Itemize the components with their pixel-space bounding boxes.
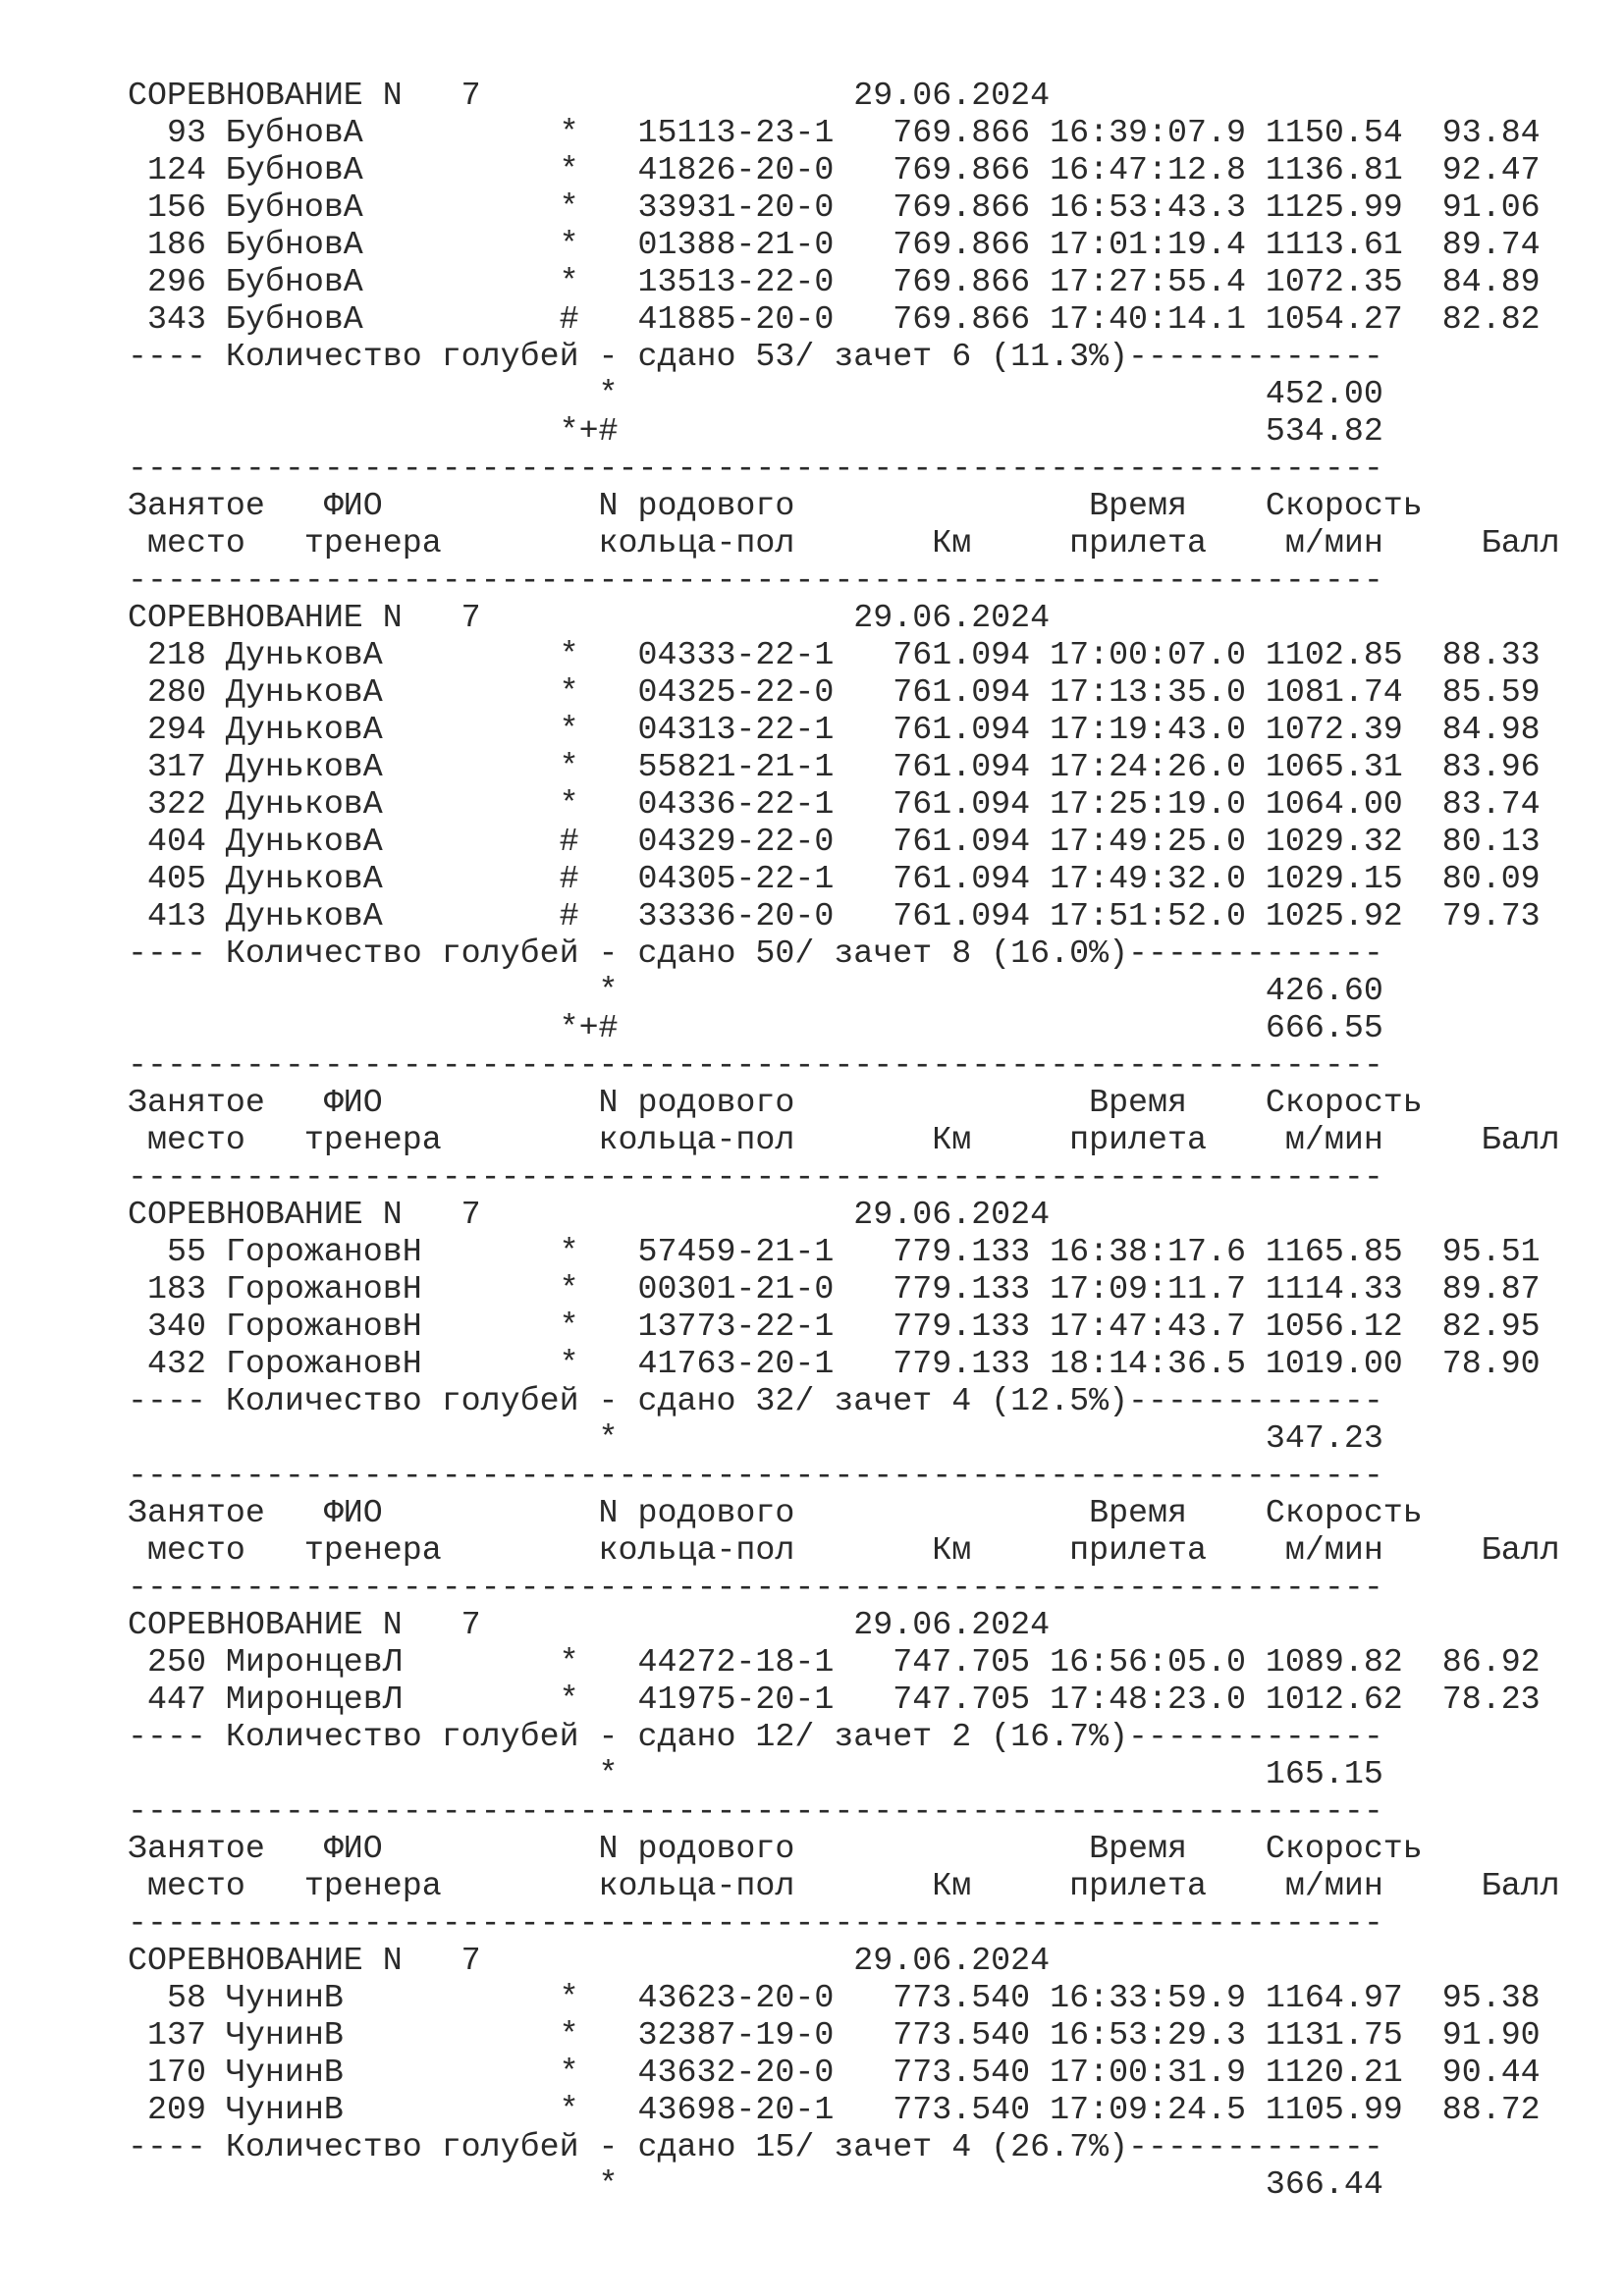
column-header-line-2: место тренера кольца-пол Км прилета м/мин Балл [128, 1531, 1560, 1569]
result-row: 55 ГорожановН * 57459-21-1 779.133 16:38:17.6 1165.85 95.51 [128, 1233, 1541, 1270]
summary-line: ---- Количество голубей - сдано 50/ зачет 8 (16.0%)------------- [128, 934, 1383, 972]
result-row: 404 ДуньковA # 04329-22-0 761.094 17:49:25.0 1029.32 80.13 [128, 823, 1541, 860]
result-row: 405 ДуньковA # 04305-22-1 761.094 17:49:32.0 1029.15 80.09 [128, 860, 1541, 897]
result-row: 296 БубновA * 13513-22-0 769.866 17:27:55.4 1072.35 84.89 [128, 263, 1541, 300]
column-header-line-2: место тренера кольца-пол Км прилета м/мин Балл [128, 1867, 1560, 1904]
divider: ---------------------------------------------------------------- [128, 1569, 1383, 1606]
result-row: 432 ГорожановН * 41763-20-1 779.133 18:14:36.5 1019.00 78.90 [128, 1345, 1541, 1382]
summary-line: ---- Количество голубей - сдано 53/ зачет 6 (11.3%)------------- [128, 338, 1383, 375]
result-row: 183 ГорожановН * 00301-21-0 779.133 17:09:11.7 1114.33 89.87 [128, 1270, 1541, 1308]
summary-line: ---- Количество голубей - сдано 15/ зачет 4 (26.7%)------------- [128, 2128, 1383, 2165]
column-header-line-1: Занятое ФИО N родового Время Скорость [128, 487, 1423, 524]
divider: ---------------------------------------------------------------- [128, 1792, 1383, 1830]
result-row: 137 ЧунинВ * 32387-19-0 773.540 16:53:29.3 1131.75 91.90 [128, 2016, 1541, 2054]
result-row: 322 ДуньковA * 04336-22-1 761.094 17:25:19.0 1064.00 83.74 [128, 785, 1541, 823]
competition-heading: СОРЕВНОВАНИЕ N 7 29.06.2024 [128, 77, 1051, 114]
result-row: 343 БубновA # 41885-20-0 769.866 17:40:14.1 1054.27 82.82 [128, 300, 1541, 338]
column-header-line-2: место тренера кольца-пол Км прилета м/мин Балл [128, 524, 1560, 561]
divider: ---------------------------------------------------------------- [128, 450, 1383, 487]
result-row: 218 ДуньковA * 04333-22-1 761.094 17:00:07.0 1102.85 88.33 [128, 636, 1541, 673]
column-header-line-2: место тренера кольца-пол Км прилета м/мин Балл [128, 1121, 1560, 1158]
total-line: * 347.23 [128, 1419, 1383, 1457]
divider: ---------------------------------------------------------------- [128, 1046, 1383, 1084]
result-row: 170 ЧунинВ * 43632-20-0 773.540 17:00:31.9 1120.21 90.44 [128, 2054, 1541, 2091]
total-line: * 452.00 [128, 375, 1383, 412]
results-printout [128, 77, 1561, 2203]
result-row: 280 ДуньковA * 04325-22-0 761.094 17:13:35.0 1081.74 85.59 [128, 673, 1541, 711]
column-header-line-1: Занятое ФИО N родового Время Скорость [128, 1830, 1423, 1867]
divider: ---------------------------------------------------------------- [128, 561, 1383, 599]
result-row: 447 МиронцевЛ * 41975-20-1 747.705 17:48:23.0 1012.62 78.23 [128, 1681, 1541, 1718]
competition-heading: СОРЕВНОВАНИЕ N 7 29.06.2024 [128, 1942, 1051, 1979]
result-row: 156 БубновA * 33931-20-0 769.866 16:53:43.3 1125.99 91.06 [128, 188, 1541, 226]
divider: ---------------------------------------------------------------- [128, 1158, 1383, 1196]
competition-heading: СОРЕВНОВАНИЕ N 7 29.06.2024 [128, 599, 1051, 636]
result-row: 294 ДуньковA * 04313-22-1 761.094 17:19:43.0 1072.39 84.98 [128, 711, 1541, 748]
result-row: 186 БубновA * 01388-21-0 769.866 17:01:19.4 1113.61 89.74 [128, 226, 1541, 263]
result-row: 317 ДуньковA * 55821-21-1 761.094 17:24:26.0 1065.31 83.96 [128, 748, 1541, 785]
result-row: 58 ЧунинВ * 43623-20-0 773.540 16:33:59.9 1164.97 95.38 [128, 1979, 1541, 2016]
column-header-line-1: Занятое ФИО N родового Время Скорость [128, 1494, 1423, 1531]
total-line: * 366.44 [128, 2165, 1383, 2203]
summary-line: ---- Количество голубей - сдано 32/ зачет 4 (12.5%)------------- [128, 1382, 1383, 1419]
total-line: *+# 534.82 [128, 412, 1383, 450]
result-row: 209 ЧунинВ * 43698-20-1 773.540 17:09:24.5 1105.99 88.72 [128, 2091, 1541, 2128]
result-row: 93 БубновA * 15113-23-1 769.866 16:39:07.9 1150.54 93.84 [128, 114, 1541, 151]
result-row: 413 ДуньковA # 33336-20-0 761.094 17:51:52.0 1025.92 79.73 [128, 897, 1541, 934]
total-line: * 426.60 [128, 972, 1383, 1009]
result-row: 340 ГорожановН * 13773-22-1 779.133 17:47:43.7 1056.12 82.95 [128, 1308, 1541, 1345]
total-line: * 165.15 [128, 1755, 1383, 1792]
total-line: *+# 666.55 [128, 1009, 1383, 1046]
result-row: 124 БубновA * 41826-20-0 769.866 16:47:12.8 1136.81 92.47 [128, 151, 1541, 188]
competition-heading: СОРЕВНОВАНИЕ N 7 29.06.2024 [128, 1606, 1051, 1643]
divider: ---------------------------------------------------------------- [128, 1904, 1383, 1942]
result-row: 250 МиронцевЛ * 44272-18-1 747.705 16:56:05.0 1089.82 86.92 [128, 1643, 1541, 1681]
competition-heading: СОРЕВНОВАНИЕ N 7 29.06.2024 [128, 1196, 1051, 1233]
summary-line: ---- Количество голубей - сдано 12/ зачет 2 (16.7%)------------- [128, 1718, 1383, 1755]
column-header-line-1: Занятое ФИО N родового Время Скорость [128, 1084, 1423, 1121]
divider: ---------------------------------------------------------------- [128, 1457, 1383, 1494]
